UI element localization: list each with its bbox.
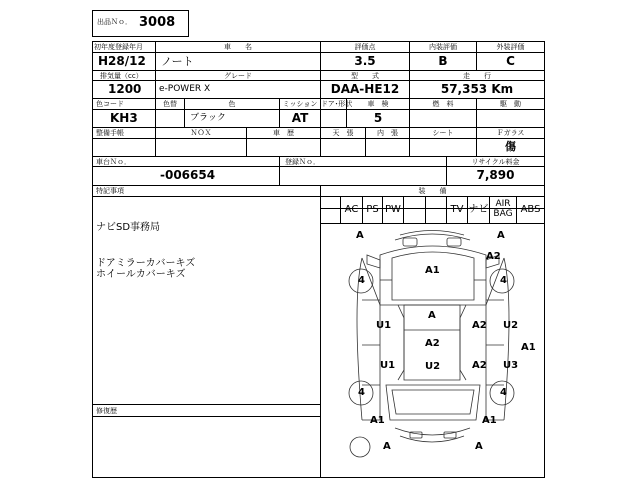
recycle-label: リサイクル料金 bbox=[471, 158, 520, 166]
glass-label: Ｆガラス bbox=[496, 129, 525, 137]
model-value: DAA-HE12 bbox=[330, 82, 400, 96]
damage-mark: U3 bbox=[503, 360, 519, 371]
doors-value: 5 bbox=[373, 111, 383, 125]
lot-number-label: 出品Ｎｏ． bbox=[97, 18, 132, 26]
damage-mark: 4 bbox=[358, 275, 365, 286]
equipment-ps: PS bbox=[366, 204, 379, 215]
damage-mark: 4 bbox=[500, 275, 507, 286]
equipment-airbag: AIR BAG bbox=[493, 199, 513, 219]
damage-mark: A2 bbox=[472, 320, 487, 331]
reg-no-label: 登録Ｎｏ． bbox=[285, 158, 320, 166]
transmission-value: AT bbox=[291, 111, 309, 125]
score-label: 評価点 bbox=[354, 43, 376, 51]
damage-mark: U1 bbox=[376, 320, 392, 331]
remark-line: ドアミラーカバーキズ bbox=[96, 258, 196, 269]
color-code-label: 色コード bbox=[96, 100, 124, 108]
damage-mark: A1 bbox=[521, 342, 536, 353]
inspection-label: 車 検 bbox=[367, 100, 389, 108]
remark-line: ホイールカバーキズ bbox=[96, 269, 186, 280]
color-code-value: KH3 bbox=[110, 111, 138, 125]
mileage-label: 走 行 bbox=[463, 72, 491, 80]
damage-mark: U1 bbox=[380, 360, 396, 371]
doors-label: ドア･形状 bbox=[321, 100, 353, 108]
displacement-label: 排気量（cc） bbox=[100, 72, 143, 80]
manual-label: 整備手帳 bbox=[96, 129, 124, 137]
first-reg-value: H28/12 bbox=[98, 54, 146, 68]
equipment-tv: TV bbox=[450, 204, 464, 215]
chassis-value: -006654 bbox=[160, 168, 216, 182]
damage-mark: A bbox=[356, 230, 364, 241]
drive-label: 駆 動 bbox=[500, 100, 521, 108]
lot-number: 3008 bbox=[139, 15, 176, 30]
model-label: 型 式 bbox=[351, 72, 379, 80]
fuel-label: 燃 料 bbox=[432, 100, 454, 108]
grade-value: e-POWER X bbox=[159, 84, 211, 94]
equipment-label: 装 備 bbox=[418, 187, 447, 195]
repair-history-label: 修復歴 bbox=[96, 407, 117, 415]
interior-label: 内装評価 bbox=[429, 43, 457, 51]
recycle-value: 7,890 bbox=[476, 168, 515, 182]
damage-mark: A2 bbox=[425, 338, 440, 349]
color-label: 色 bbox=[228, 100, 236, 108]
car-name-value: ノート bbox=[161, 55, 194, 68]
grade-label: グレード bbox=[224, 72, 252, 80]
remarks-label: 特記事項 bbox=[96, 187, 124, 195]
damage-mark: U2 bbox=[425, 361, 441, 372]
exterior-value: C bbox=[506, 54, 515, 68]
equipment-pw: PW bbox=[385, 204, 401, 215]
score-value: 3.5 bbox=[354, 54, 376, 68]
damage-mark: A1 bbox=[370, 415, 385, 426]
damage-mark: A2 bbox=[486, 251, 501, 262]
nox-label: ＮＯＸ bbox=[190, 129, 212, 137]
seat-label: シート bbox=[432, 129, 454, 137]
sunroof-label: 天 張 bbox=[332, 129, 354, 137]
damage-mark: A bbox=[497, 230, 505, 241]
equipment-abs: ABS bbox=[520, 204, 541, 215]
history-label: 車 歴 bbox=[273, 129, 294, 137]
mileage-value: 57,353 Km bbox=[440, 82, 514, 96]
equipment-navi: ナビ bbox=[468, 204, 489, 215]
damage-mark: A1 bbox=[482, 415, 497, 426]
damage-mark: A2 bbox=[472, 360, 487, 371]
damage-mark: 4 bbox=[500, 387, 507, 398]
damage-mark: A bbox=[428, 310, 436, 321]
car-name-label: 車 名 bbox=[224, 43, 252, 51]
transmission-label: ミッション bbox=[282, 100, 318, 108]
damage-mark: A1 bbox=[425, 265, 440, 276]
damage-mark: 4 bbox=[358, 387, 365, 398]
exterior-label: 外装評価 bbox=[496, 43, 525, 51]
displacement-value: 1200 bbox=[108, 82, 142, 96]
chassis-label: 車台Ｎｏ． bbox=[96, 158, 131, 166]
interior-value: B bbox=[438, 54, 448, 68]
first-reg-label: 初年度登録年月 bbox=[94, 43, 143, 51]
equipment-ac: AC bbox=[344, 204, 359, 215]
upholstery-label: 内 張 bbox=[377, 129, 398, 137]
glass-value: 傷 bbox=[505, 140, 516, 153]
damage-mark: A bbox=[383, 441, 391, 452]
color-value: ブラック bbox=[190, 113, 226, 123]
remark-line: ナビSD事務局 bbox=[96, 222, 161, 233]
damage-mark: U2 bbox=[503, 320, 519, 331]
color-change-label: 色替 bbox=[163, 100, 177, 108]
damage-mark: A bbox=[475, 441, 483, 452]
